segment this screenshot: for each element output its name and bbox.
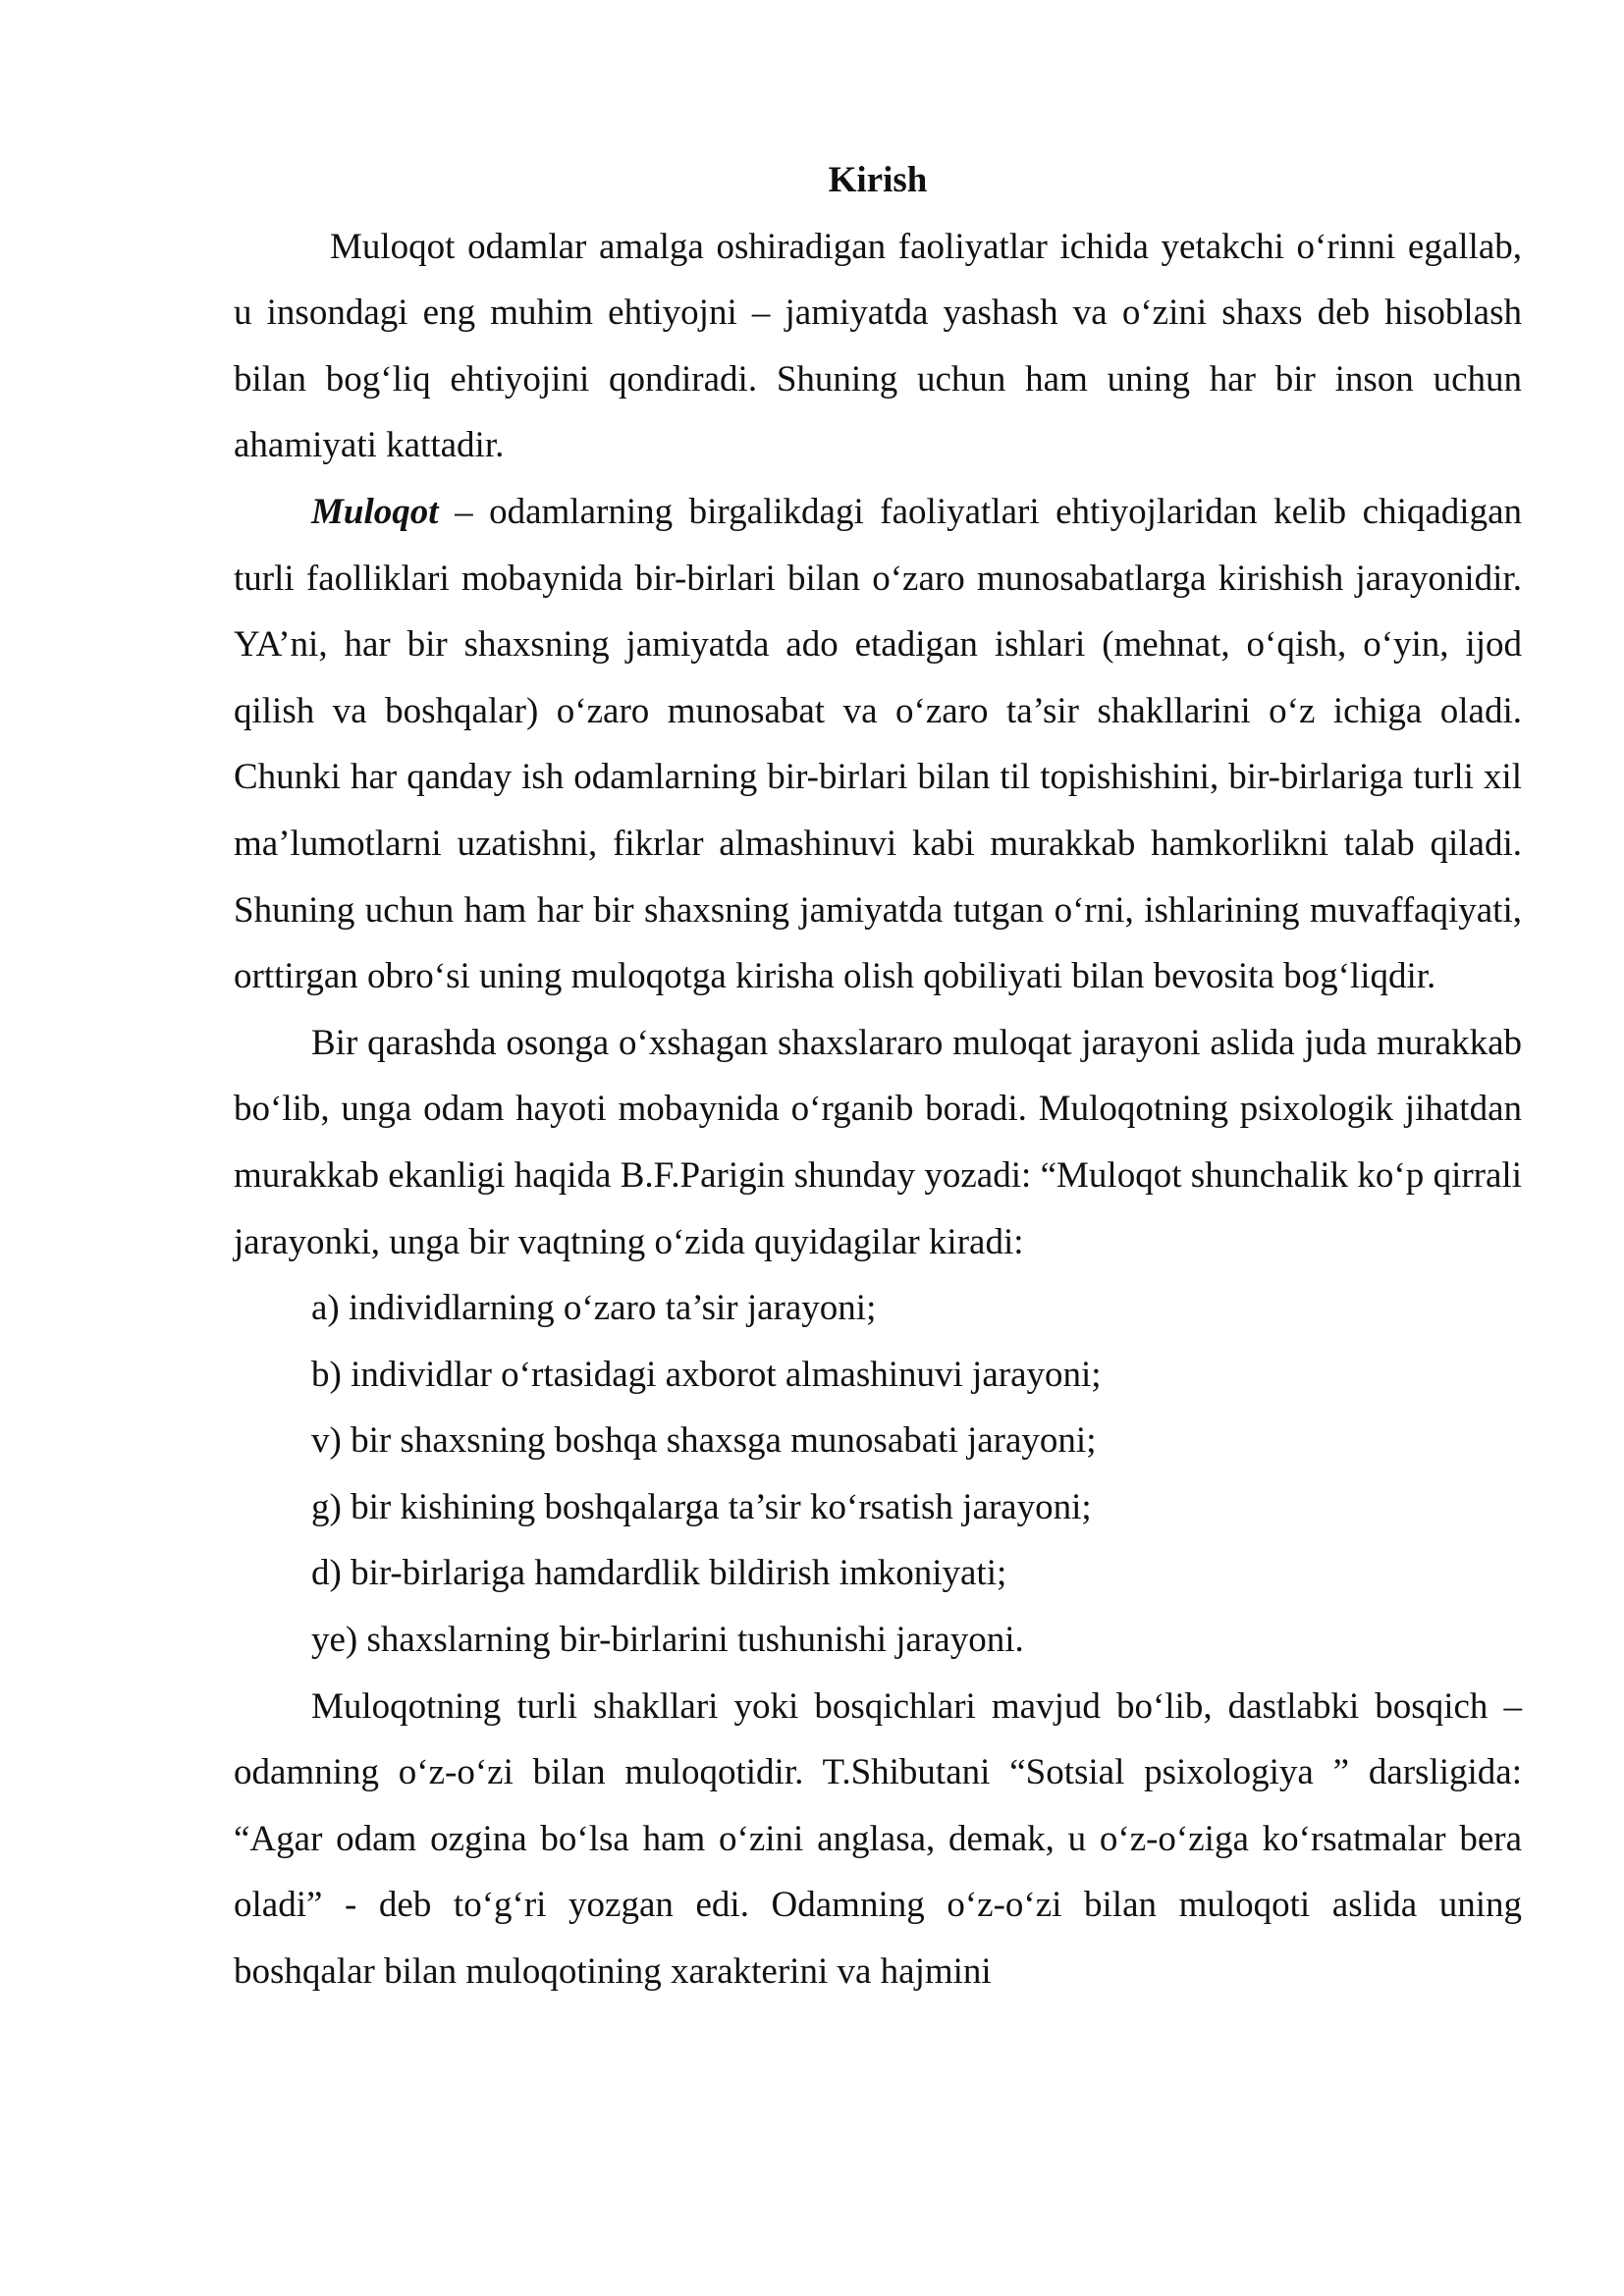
list-item: b) individlar o‘rtasidagi axborot almashinuvi jarayoni; (311, 1354, 1102, 1395)
document-page (234, 147, 1522, 2005)
list-item: g) bir kishining boshqalarga ta’sir ko‘rsatish jarayoni; (311, 1486, 1092, 1527)
paragraph-definition (234, 479, 1522, 1010)
list-item: v) bir shaxsning boshqa shaxsga munosabati jarayoni; (311, 1420, 1097, 1462)
paragraph-shibutani: Muloqotning turli shakllari yoki bosqichlari mavjud bo‘lib, dastlabki bosqich – odamning o‘z-o‘zi bilan muloqotidir. T.Shibutani “Sotsial psixologiya ” darsligida: “Agar odam ozgina bo‘lsa ham o‘zini anglasa, demak, u o‘z-o‘ziga ko‘rsatmalar bera oladi” - deb to‘g‘ri yozgan edi. Odamning o‘z-o‘zi bilan muloqoti aslida uning boshqalar bilan muloqotining xarakterini va hajmini (234, 1685, 1522, 1993)
paragraph-intro: Muloqot odamlar amalga oshiradigan faoliyatlar ichida yetakchi o‘rinni egallab, u insondagi eng muhim ehtiyojni – jamiyatda yashash va o‘zini shaxs deb hisoblash bilan bog‘liq ehtiyojini qondiradi. Shuning uchun ham uning har bir inson uchun ahamiyati kattadir. (234, 226, 1522, 466)
page-title: Kirish (828, 160, 928, 200)
defined-term: Muloqot (311, 491, 439, 532)
list-item: a) individlarning o‘zaro ta’sir jarayoni; (311, 1288, 877, 1329)
definition-text: – odamlarning birgalikdagi faoliyatlari ehtiyojlaridan kelib chiqadigan turli faolliklari mobaynida bir-birlari bilan o‘zaro munosabatlarga kirishish jarayonidir. YA’ni, har bir shaxsning jamiyatda ado etadigan ishlari (mehnat, o‘qish, o‘yin, ijod qilish va boshqalar) o‘zaro munosabat va o‘zaro ta’sir shakllarini o‘z ichiga oladi. Chunki har qanday ish odamlarning bir-birlari bilan til topishishini, bir-birlariga turli xil ma’lumotlarni uzatishni, fikrlar almashinuvi kabi murakkab hamkorlikni talab qiladi. Shuning uchun ham har bir shaxsning jamiyatda tutgan o‘rni, ishlarining muvaffaqiyati, orttirgan obro‘si uning muloqotga kirisha olish qobiliyati bilan bevosita bog‘liqdir. (234, 491, 1522, 997)
list-item: ye) shaxslarning bir-birlarini tushunishi jarayoni. (311, 1620, 1024, 1661)
paragraph-parigin: Bir qarashda osonga o‘xshagan shaxslararo muloqat jarayoni aslida juda murakkab bo‘lib, unga odam hayoti mobaynida o‘rganib boradi. Muloqotning psixologik jihatdan murakkab ekanligi haqida B.F.Parigin shunday yozadi: “Muloqot shunchalik ko‘p qirrali jarayonki, unga bir vaqtning o‘zida quyidagilar kiradi: (234, 1022, 1522, 1262)
list-item: d) bir-birlariga hamdardlik bildirish imkoniyati; (311, 1553, 1007, 1594)
